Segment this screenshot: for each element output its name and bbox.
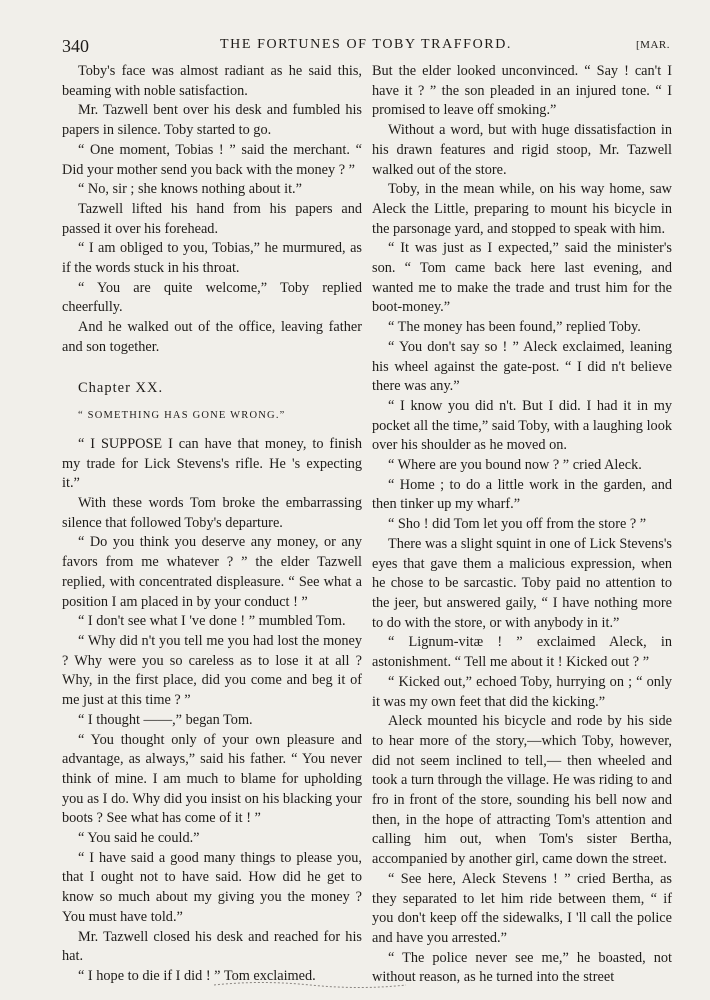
running-title: THE FORTUNES OF TOBY TRAFFORD. xyxy=(219,37,513,52)
paragraph: There was a slight squint in one of Lick Stevens's eyes that gave them a malicious expression, when he chose to be sarcastic. Toby paid no attention to the jeer, but answered gaily, “ I have nothing more to do with the store, or with anybody in it.” xyxy=(372,535,672,631)
paragraph: “ No, sir ; she knows nothing about it.” xyxy=(78,181,302,198)
paragraph: “ The police never see me,” he boasted, not without reason, as he turned into the street xyxy=(372,949,672,986)
paragraph: “ I know you did n't. But I did. I had it in my pocket all the time,” said Toby, with a laughing look over his shoulder as he moved on. xyxy=(372,397,672,454)
paragraph: “ You don't say so ! ” Aleck exclaimed, leaning his wheel against the gate-post. “ I did n't believe there was any.” xyxy=(372,338,672,395)
month-label: [MAR. xyxy=(636,39,670,51)
paragraph: “ Lignum-vitæ ! ” exclaimed Aleck, in astonishment. “ Tell me about it ! Kicked out ? ” xyxy=(372,634,672,671)
paragraph: “ I have said a good many things to please you, that I ought not to have said. How did he get to know so much about my giving you the money ? You must have told.” xyxy=(62,849,362,925)
paragraph: Mr. Tazwell closed his desk and reached for his hat. xyxy=(62,928,362,965)
paragraph: “ You said he could.” xyxy=(78,830,200,847)
chapter-subtitle: “ SOMETHING HAS GONE WRONG.” xyxy=(78,410,286,422)
paragraph: Tazwell lifted his hand from his papers and passed it over his forehead. xyxy=(62,200,362,237)
paragraph: With these words Tom broke the embarrassing silence that followed Toby's departure. xyxy=(62,495,362,531)
paragraph: “ Home ; to do a little work in the garden, and then tinker up my wharf.” xyxy=(372,476,672,513)
paragraph: “ Where are you bound now ? ” cried Aleck. xyxy=(388,457,642,474)
running-header xyxy=(62,36,670,56)
paragraph: “ I SUPPOSE I can have that money, to finish my trade for Lick Stevens's rifle. He 's expecting it.” xyxy=(62,435,362,492)
paragraph: Without a word, but with huge dissatisfaction in his drawn features and rigid stoop, Mr. Tazwell walked out of the store. xyxy=(372,122,672,178)
paragraph-continued: But the elder looked unconvinced. “ Say ! can't I have it ? ” the son pleaded in an injured tone. “ I promised to leave off smoking.” xyxy=(372,63,672,119)
paragraph: “ You are quite welcome,” Toby replied cheerfully. xyxy=(62,279,362,316)
paragraph: Toby's face was almost radiant as he said this, beaming with noble satisfaction. xyxy=(62,63,362,99)
paragraph: “ The money has been found,” replied Toby. xyxy=(388,319,641,336)
paragraph: “ I am obliged to you, Tobias,” he murmured, as if the words stuck in his throat. xyxy=(62,240,362,277)
left-column xyxy=(62,62,362,987)
paragraph: “ Why did n't you tell me you had lost the money ? Why were you so careless as to lose it at all ? Why, in the first place, did you come and beg it of me just at this time ? ” xyxy=(62,632,362,709)
page-number: 340 xyxy=(62,36,89,56)
paragraph: Aleck mounted his bicycle and rode by his side to hear more of the story,—which Toby, however, did not seem inclined to tell,— then wheeled and took a turn through the village. He was riding to and fro in front of the store, sounding his bell now and then, in the hope of attracting Tom's attention and calling him out, when Tom's sister Bertha, accompanied by another girl, came down the street. xyxy=(372,713,672,868)
paragraph: “ I don't see what I 've done ! ” mumbled Tom. xyxy=(78,613,346,630)
footer-ornament-icon xyxy=(210,978,410,992)
right-column xyxy=(372,62,672,988)
paragraph: “ I hope to die if I did ! ” Tom exclaimed. xyxy=(78,967,316,984)
paragraph: Toby, in the mean while, on his way home, saw Aleck the Little, preparing to mount his bicycle in the parsonage yard, and stopped to speak with him. xyxy=(372,181,672,237)
chapter-heading: Chapter XX. xyxy=(78,379,164,396)
paragraph: “ Do you think you deserve any money, or any favors from me whatever ? ” the elder Tazwell replied, with concentrated displeasure. “ See what a position I am placed in by your conduct ! ” xyxy=(62,534,362,610)
paragraph: Mr. Tazwell bent over his desk and fumbled his papers in silence. Toby started to go. xyxy=(62,102,362,139)
paragraph: “ Kicked out,” echoed Toby, hurrying on ; “ only it was my own feet that did the kicking.” xyxy=(372,673,672,710)
paragraph: “ I thought ——,” began Tom. xyxy=(78,711,253,728)
paragraph: “ One moment, Tobias ! ” said the merchant. “ Did your mother send you back with the money ? ” xyxy=(62,141,362,178)
paragraph: “ It was just as I expected,” said the minister's son. “ Tom came back here last evening, and wanted me to make the trade and trust him for the boot-money.” xyxy=(372,240,672,316)
paragraph: “ See here, Aleck Stevens ! ” cried Bertha, as they separated to let him ride between them, “ if you don't keep off the sidewalks, I 'll call the police and have you arrested.” xyxy=(372,870,672,946)
paragraph: “ Sho ! did Tom let you off from the store ? ” xyxy=(388,516,647,533)
paragraph: And he walked out of the office, leaving father and son together. xyxy=(62,319,362,355)
paragraph: “ You thought only of your own pleasure and advantage, as always,” said his father. “ You never think of mine. I am much to blame for upholding you as I do. Why did you insist on his blacking your boots ? See what has come of it ! ” xyxy=(62,731,362,827)
